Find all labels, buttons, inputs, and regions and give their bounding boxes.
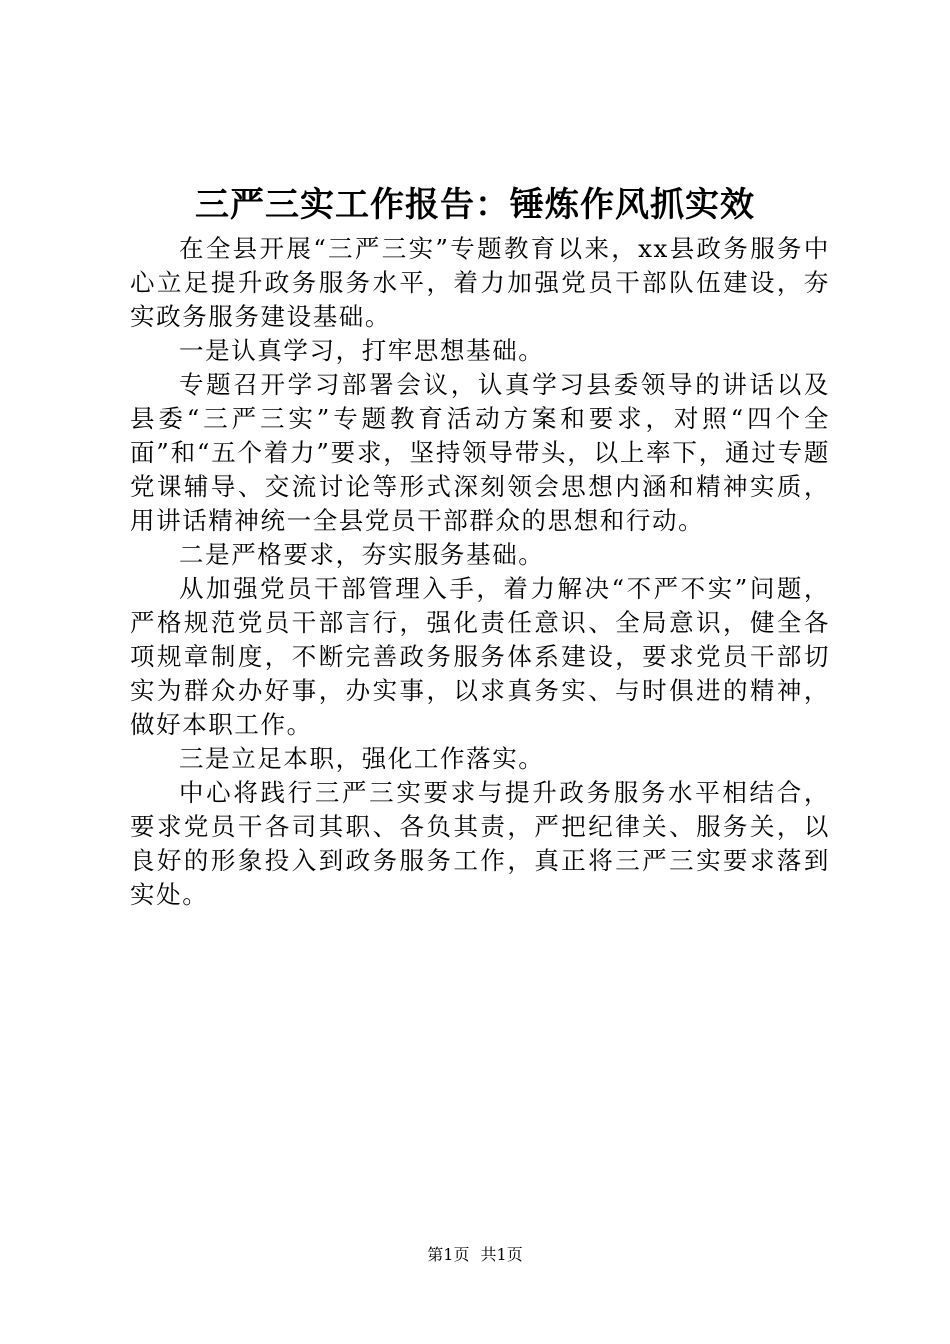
paragraph-heading-3: 三是立足本职，强化工作落实。	[179, 744, 545, 773]
paragraph-study: 专题召开学习部署会议，认真学习县委领导的讲话以及县委“三严三实”专题教育活动方案和要求，对照“四个全面”和“五个着力”要求，坚持领导带头，以上率下，通过专题党课辅导、交流讨论等形式深刻领会思想内涵和精神实质，用讲话精神统一全县党员干部群众的思想和行动。	[130, 370, 830, 535]
page-number: 第1页	[427, 1245, 470, 1264]
paragraph-heading-2: 二是严格要求，夯实服务基础。	[179, 540, 545, 569]
paragraph-heading-1: 一是认真学习，打牢思想基础。	[179, 336, 545, 365]
page-footer	[0, 1243, 950, 1267]
paragraph-intro: 在全县开展“三严三实”专题教育以来，xx县政务服务中心立足提升政务服务水平，着力加强党员干部队伍建设，夯实政务服务建设基础。	[130, 234, 830, 331]
document-body	[130, 232, 830, 912]
paragraph-implementation: 中心将践行三严三实要求与提升政务服务水平相结合，要求党员干各司其职、各负其责，严把纪律关、服务关，以良好的形象投入到政务服务工作，真正将三严三实要求落到实处。	[130, 778, 830, 909]
page-total: 共1页	[480, 1245, 523, 1264]
paragraph-requirements: 从加强党员干部管理入手，着力解决“不严不实”问题，严格规范党员干部言行，强化责任意识、全局意识，健全各项规章制度，不断完善政务服务体系建设，要求党员干部切实为群众办好事，办实事，以求真务实、与时俱进的精神，做好本职工作。	[130, 574, 830, 739]
document-title: 三严三实工作报告：锤炼作风抓实效	[195, 185, 755, 225]
